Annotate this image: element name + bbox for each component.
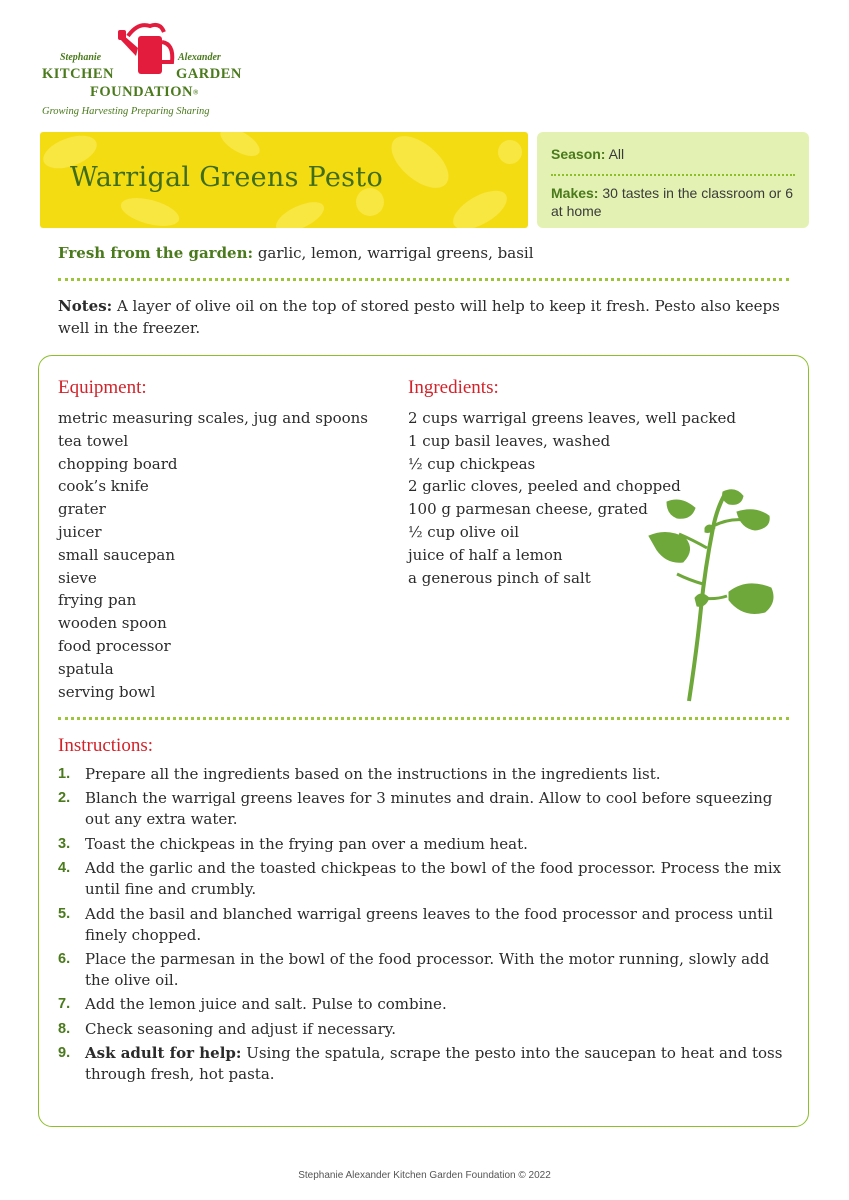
instruction-step xyxy=(58,994,793,1015)
logo-tagline: Growing Harvesting Preparing Sharing xyxy=(42,106,210,117)
equipment-list xyxy=(58,407,368,703)
notes: Notes: A layer of olive oil on the top of stored pesto will help to keep it fresh. Pesto also keeps well in the freezer. xyxy=(58,297,780,337)
step-number: 8. xyxy=(58,1020,71,1037)
instruction-step xyxy=(58,904,793,946)
logo-first-name: Stephanie xyxy=(60,52,102,63)
equipment-item: metric measuring scales, jug and spoons xyxy=(58,409,368,427)
step-number: 6. xyxy=(58,950,71,967)
equipment-item: small saucepan xyxy=(58,545,176,564)
step-number: 7. xyxy=(58,996,71,1013)
title-banner xyxy=(40,132,528,228)
equipment-heading: Equipment: xyxy=(58,377,147,398)
ingredients-heading: Ingredients: xyxy=(408,377,499,398)
instructions-list xyxy=(58,764,793,1089)
logo-kitchen: KITCHEN xyxy=(42,66,114,82)
instructions-heading: Instructions: xyxy=(58,735,153,756)
divider-dotted xyxy=(58,278,789,281)
instruction-step xyxy=(58,1043,793,1085)
fresh-from-garden: Fresh from the garden: garlic, lemon, warrigal greens, basil xyxy=(58,244,534,262)
logo-last-name: Alexander xyxy=(178,52,221,63)
step-body: Using the spatula, scrape the pesto into the saucepan to heat and toss through fresh, hot pasta. xyxy=(85,1044,783,1084)
watering-can-icon xyxy=(118,22,178,80)
equipment-item: juicer xyxy=(58,522,102,541)
equipment-item: grater xyxy=(58,500,106,519)
step-body: Toast the chickpeas in the frying pan over a medium heat. xyxy=(85,834,528,853)
foundation-logo xyxy=(38,22,268,122)
ingredient-item: 1 cup basil leaves, washed xyxy=(408,431,611,450)
ingredient-item: 2 cups warrigal greens leaves, well packed xyxy=(408,409,736,427)
ingredient-item: 2 garlic cloves, peeled and chopped xyxy=(408,477,681,496)
warrigal-greens-plant-illustration xyxy=(645,488,785,703)
step-body: Add the garlic and the toasted chickpeas to the bowl of the food processor. Process the mix until fine and crumbly. xyxy=(85,859,782,899)
ingredient-item: ½ cup chickpeas xyxy=(408,454,536,473)
equipment-item: spatula xyxy=(58,659,114,678)
instruction-step xyxy=(58,764,793,785)
step-number: 9. xyxy=(58,1045,71,1062)
footer-copyright: Stephanie Alexander Kitchen Garden Foundation © 2022 xyxy=(298,1170,551,1181)
step-number: 4. xyxy=(58,860,71,877)
ingredient-item: ½ cup olive oil xyxy=(408,522,520,541)
step-text xyxy=(85,1044,782,1083)
step-text xyxy=(85,789,772,828)
equipment-item: serving bowl xyxy=(58,682,156,701)
step-body: Check seasoning and adjust if necessary. xyxy=(85,1019,397,1038)
step-text xyxy=(85,835,528,853)
step-text xyxy=(85,950,769,989)
equipment-item: cook’s knife xyxy=(58,477,149,496)
step-bold-prefix: Ask adult for help: xyxy=(85,1044,242,1063)
step-number: 1. xyxy=(58,766,71,782)
step-text xyxy=(85,859,781,898)
season-divider xyxy=(551,174,795,176)
ingredient-item: a generous pinch of salt xyxy=(408,568,591,587)
step-text xyxy=(85,1020,396,1038)
instruction-step xyxy=(58,949,793,991)
step-text xyxy=(85,995,447,1013)
equipment-item: wooden spoon xyxy=(58,614,167,633)
logo-garden: GARDEN xyxy=(176,66,242,82)
step-number: 2. xyxy=(58,790,71,807)
step-text xyxy=(85,905,773,944)
equipment-item: tea towel xyxy=(58,431,129,450)
makes-line: Makes: 30 tastes in the classroom or 6 at home xyxy=(551,185,794,219)
divider-dotted xyxy=(58,717,789,720)
equipment-item: frying pan xyxy=(58,591,137,610)
instruction-step xyxy=(58,858,793,900)
season-box xyxy=(537,132,809,228)
step-body: Add the lemon juice and salt. Pulse to combine. xyxy=(85,995,447,1014)
step-number: 5. xyxy=(58,905,71,922)
instruction-step xyxy=(58,1019,793,1040)
logo-foundation: FOUNDATION® xyxy=(90,84,199,100)
ingredient-item: juice of half a lemon xyxy=(408,545,563,564)
equipment-item: chopping board xyxy=(58,454,178,473)
step-body: Blanch the warrigal greens leaves for 3 minutes and drain. Allow to cool before squeezing out any extra water. xyxy=(85,789,773,829)
equipment-item: sieve xyxy=(58,568,97,587)
instruction-step xyxy=(58,834,793,855)
step-number: 3. xyxy=(58,835,71,852)
step-body: Place the parmesan in the bowl of the food processor. With the motor running, slowly add the olive oil. xyxy=(85,949,770,989)
ingredient-item: 100 g parmesan cheese, grated xyxy=(408,500,648,519)
step-text xyxy=(85,765,661,783)
recipe-title: Warrigal Greens Pesto xyxy=(70,162,384,193)
instruction-step xyxy=(58,788,793,830)
season-line: Season: All xyxy=(551,146,625,162)
equipment-item: food processor xyxy=(58,636,171,655)
step-body: Add the basil and blanched warrigal greens leaves to the food processor and process until finely chopped. xyxy=(85,904,773,944)
step-body: Prepare all the ingredients based on the instructions in the ingredients list. xyxy=(85,765,661,783)
